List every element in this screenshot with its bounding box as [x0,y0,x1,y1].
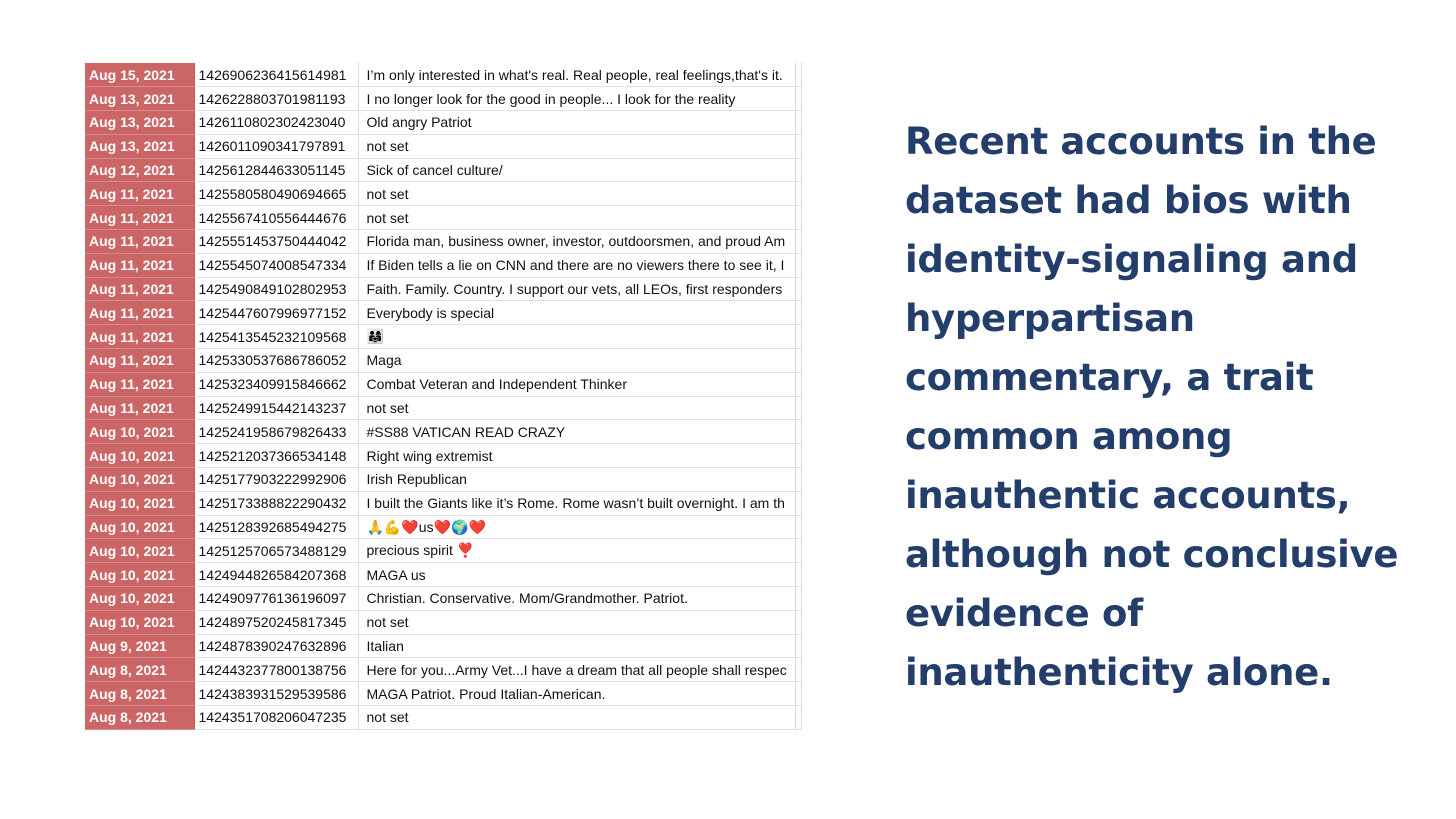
table-row [85,63,801,87]
empty-cell[interactable] [795,277,801,301]
created-date-cell[interactable]: Aug 11, 2021 [85,182,194,206]
created-date-cell[interactable]: Aug 15, 2021 [85,63,194,87]
empty-cell[interactable] [795,420,801,444]
account-id-cell[interactable]: 1425249915442143237 [194,396,358,420]
table-row [85,253,801,277]
empty-cell[interactable] [795,563,801,587]
created-date-cell[interactable]: Aug 10, 2021 [85,539,194,563]
table-row [85,610,801,634]
bio-cell[interactable]: 🙏💪❤️us❤️🌍❤️ [358,515,795,539]
created-date-cell[interactable]: Aug 11, 2021 [85,277,194,301]
table-row [85,587,801,611]
table-row [85,658,801,682]
account-id-cell[interactable]: 1424909776136196097 [194,587,358,611]
table-row [85,563,801,587]
account-id-cell[interactable]: 1425241958679826433 [194,420,358,444]
bio-cell[interactable]: Maga [358,349,795,373]
spreadsheet-body [85,63,801,729]
account-id-cell[interactable]: 1425177903222992906 [194,468,358,492]
bio-cell[interactable]: I’m only interested in what's real. Real people, real feelings,that's it. [358,63,795,87]
bio-cell[interactable]: Florida man, business owner, investor, outdoorsmen, and proud Am [358,230,795,254]
created-date-cell[interactable]: Aug 9, 2021 [85,634,194,658]
account-id-cell[interactable]: 1424897520245817345 [194,610,358,634]
empty-cell[interactable] [795,87,801,111]
created-date-cell[interactable]: Aug 13, 2021 [85,111,194,135]
empty-cell[interactable] [795,396,801,420]
account-id-cell[interactable]: 1425490849102802953 [194,277,358,301]
bio-cell[interactable]: MAGA us [358,563,795,587]
table-row [85,491,801,515]
account-id-cell[interactable]: 1425413545232109568 [194,325,358,349]
bio-cell[interactable]: Right wing extremist [358,444,795,468]
created-date-cell[interactable]: Aug 11, 2021 [85,396,194,420]
account-id-cell[interactable]: 1425551453750444042 [194,230,358,254]
empty-cell[interactable] [795,444,801,468]
empty-cell[interactable] [795,706,801,730]
created-date-cell[interactable]: Aug 11, 2021 [85,206,194,230]
empty-cell[interactable] [795,610,801,634]
bio-cell[interactable]: Old angry Patriot [358,111,795,135]
table-row [85,468,801,492]
table-row [85,349,801,373]
empty-cell[interactable] [795,158,801,182]
created-date-cell[interactable]: Aug 11, 2021 [85,230,194,254]
table-row [85,396,801,420]
table-row [85,444,801,468]
account-id-cell[interactable]: 1425212037366534148 [194,444,358,468]
bio-cell[interactable]: If Biden tells a lie on CNN and there are no viewers there to see it, I [358,253,795,277]
bio-cell[interactable]: Combat Veteran and Independent Thinker [358,372,795,396]
bio-cell[interactable]: MAGA Patriot. Proud Italian-American. [358,682,795,706]
created-date-cell[interactable]: Aug 10, 2021 [85,610,194,634]
bio-cell[interactable]: #SS88 VATICAN READ CRAZY [358,420,795,444]
account-id-cell[interactable]: 1425128392685494275 [194,515,358,539]
empty-cell[interactable] [795,658,801,682]
created-date-cell[interactable]: Aug 10, 2021 [85,468,194,492]
empty-cell[interactable] [795,349,801,373]
empty-cell[interactable] [795,230,801,254]
created-date-cell[interactable]: Aug 13, 2021 [85,87,194,111]
table-row [85,539,801,563]
account-id-cell[interactable]: 1424878390247632896 [194,634,358,658]
account-id-cell[interactable]: 1425580580490694665 [194,182,358,206]
empty-cell[interactable] [795,63,801,87]
account-id-cell[interactable]: 1425323409915846662 [194,372,358,396]
table-row [85,706,801,730]
empty-cell[interactable] [795,134,801,158]
bio-cell[interactable]: not set [358,610,795,634]
empty-cell[interactable] [795,634,801,658]
created-date-cell[interactable]: Aug 10, 2021 [85,515,194,539]
bio-cell[interactable]: 👨‍👩‍👧 [358,325,795,349]
accounts-spreadsheet [85,63,802,730]
created-date-cell[interactable]: Aug 10, 2021 [85,587,194,611]
empty-cell[interactable] [795,111,801,135]
empty-cell[interactable] [795,325,801,349]
account-id-cell[interactable]: 1425125706573488129 [194,539,358,563]
empty-cell[interactable] [795,682,801,706]
table-row [85,682,801,706]
bio-cell[interactable]: Here for you...Army Vet...I have a dream that all people shall respec [358,658,795,682]
bio-cell[interactable]: not set [358,134,795,158]
account-id-cell[interactable]: 1426228803701981193 [194,87,358,111]
created-date-cell[interactable]: Aug 11, 2021 [85,372,194,396]
table-row [85,230,801,254]
created-date-cell[interactable]: Aug 10, 2021 [85,420,194,444]
empty-cell[interactable] [795,253,801,277]
empty-cell[interactable] [795,539,801,563]
created-date-cell[interactable]: Aug 11, 2021 [85,301,194,325]
account-id-cell[interactable]: 1425330537686786052 [194,349,358,373]
bio-cell[interactable]: I no longer look for the good in people... I look for the reality [358,87,795,111]
account-id-cell[interactable]: 1424944826584207368 [194,563,358,587]
slide-caption: Recent accounts in the dataset had bios with identity-signaling and hyperpartisan commentary, a trait common among inauthentic accounts, although not conclusive evidence of inauthenticity alone. [905,120,1399,694]
empty-cell[interactable] [795,372,801,396]
table-row [85,134,801,158]
empty-cell[interactable] [795,182,801,206]
empty-cell[interactable] [795,491,801,515]
table-row [85,301,801,325]
table-row [85,158,801,182]
created-date-cell[interactable]: Aug 10, 2021 [85,563,194,587]
empty-cell[interactable] [795,301,801,325]
account-id-cell[interactable]: 1426011090341797891 [194,134,358,158]
created-date-cell[interactable]: Aug 8, 2021 [85,706,194,730]
bio-cell[interactable]: precious spirit ❣️ [358,539,795,563]
bio-cell[interactable]: I built the Giants like it’s Rome. Rome wasn’t built overnight. I am th [358,491,795,515]
bio-cell[interactable]: Faith. Family. Country. I support our vets, all LEOs, first responders [358,277,795,301]
bio-cell[interactable]: Everybody is special [358,301,795,325]
bio-cell[interactable]: not set [358,706,795,730]
account-id-cell[interactable]: 1425567410556444676 [194,206,358,230]
empty-cell[interactable] [795,206,801,230]
bio-cell[interactable]: Christian. Conservative. Mom/Grandmother. Patriot. [358,587,795,611]
created-date-cell[interactable]: Aug 8, 2021 [85,658,194,682]
table-row [85,634,801,658]
table-row [85,420,801,444]
account-id-cell[interactable]: 1426906236415614981 [194,63,358,87]
created-date-cell[interactable]: Aug 11, 2021 [85,253,194,277]
bio-cell[interactable]: not set [358,396,795,420]
account-id-cell[interactable]: 1425447607996977152 [194,301,358,325]
bio-cell[interactable]: not set [358,206,795,230]
created-date-cell[interactable]: Aug 11, 2021 [85,349,194,373]
table-row [85,515,801,539]
account-id-cell[interactable]: 1426110802302423040 [194,111,358,135]
created-date-cell[interactable]: Aug 8, 2021 [85,682,194,706]
table-row [85,87,801,111]
created-date-cell[interactable]: Aug 13, 2021 [85,134,194,158]
empty-cell[interactable] [795,468,801,492]
account-id-cell[interactable]: 1424432377800138756 [194,658,358,682]
created-date-cell[interactable]: Aug 11, 2021 [85,325,194,349]
created-date-cell[interactable]: Aug 10, 2021 [85,491,194,515]
account-id-cell[interactable]: 1425612844633051145 [194,158,358,182]
table-row [85,277,801,301]
empty-cell[interactable] [795,587,801,611]
bio-cell[interactable]: not set [358,182,795,206]
empty-cell[interactable] [795,515,801,539]
table-row [85,325,801,349]
table-row [85,182,801,206]
bio-cell[interactable]: Sick of cancel culture/ [358,158,795,182]
table-row [85,206,801,230]
account-id-cell[interactable]: 1424351708206047235 [194,706,358,730]
table-row [85,111,801,135]
table-row [85,372,801,396]
created-date-cell[interactable]: Aug 10, 2021 [85,444,194,468]
bio-cell[interactable]: Irish Republican [358,468,795,492]
account-id-cell[interactable]: 1425545074008547334 [194,253,358,277]
account-id-cell[interactable]: 1425173388822290432 [194,491,358,515]
account-id-cell[interactable]: 1424383931529539586 [194,682,358,706]
created-date-cell[interactable]: Aug 12, 2021 [85,158,194,182]
bio-cell[interactable]: Italian [358,634,795,658]
